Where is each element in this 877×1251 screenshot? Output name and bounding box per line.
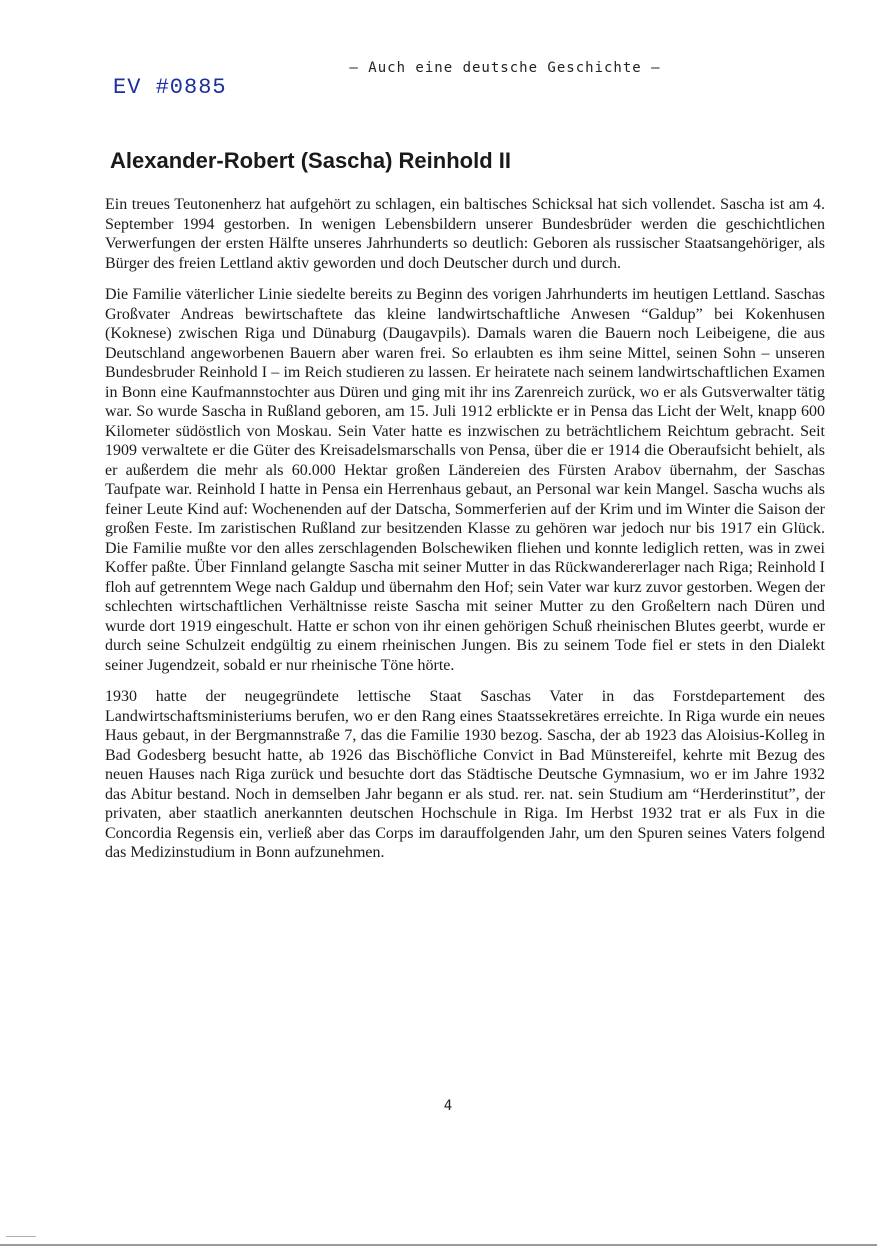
paragraph-2: Die Familie väterlicher Linie siedelte bereits zu Beginn des vorigen Jahrhunderts im heutigen Lettland. Saschas Großvater Andreas bewirtschaftete das kleine landwirtschaftliche Anwesen “Galdup” bei Kokenhusen (Koknese) zwischen Riga und Dünaburg (Daugavpils). Damals waren die Bauern noch Leibeigene, die aus Deutschland angeworbenen Bauern aber waren frei. So erlaubten es ihm seine Mittel, seinen Sohn – unseren Bundesbruder Reinhold I – im Reich studieren zu lassen. Er heiratete nach seinem landwirtschaftlichen Examen in Bonn eine Kaufmannstochter aus Düren und ging mit ihr ins Zarenreich zurück, wo er als Gutsverwalter tätig war. So wurde Sascha in Rußland geboren, am 15. Juli 1912 erblickte er in Pensa das Licht der Welt, knapp 600 Kilometer südöstlich von Moskau. Sein Vater hatte es inzwischen zu beträchtlichem Reichtum gebracht. Seit 1909 verwaltete er die Güter des Kreisadelsmarschalls von Pensa, über die er 1914 die Oberaufsicht behielt, als er außerdem die mehr als 60.000 Hektar großen Ländereien des Fürsten Arabov übernahm, der Saschas Taufpate war. Reinhold I hatte in Pensa ein Herrenhaus gebaut, an Personal war kein Mangel. Sascha wuchs als feiner Leute Kind auf: Wochenenden auf der Datscha, Sommerferien auf der Krim und im Winter die Saison der großen Feste. Im zaristischen Rußland zur besitzenden Klasse zu gehören war jedoch nur bis 1917 ein Glück. Die Familie mußte vor den alles zerschlagenden Bolschewiken fliehen und konnte lediglich retten, was in zwei Koffer paßte. Über Finnland gelangte Sascha mit seiner Mutter in das Rückwandererlager nach Riga; Reinhold I floh auf getrenntem Wege nach Galdup und übernahm den Hof; sein Vater war kurz zuvor gestorben. Wegen der schlechten wirtschaftlichen Verhältnisse reiste Sascha mit seiner Mutter zu den Großeltern nach Düren und wurde dort 1919 eingeschult. Hatte er schon von ihr einen gehörigen Schuß rheinischen Blutes geerbt, wurde er durch seine Schulzeit endgültig zu einem rheinischen Jungen. Bis zu seinem Tode fiel er stets in den Dialekt seiner Jugendzeit, sobald er nur rheinische Töne hörte. bbox=[105, 286, 825, 674]
archive-stamp: EV #0885 bbox=[113, 75, 227, 100]
article-body bbox=[105, 195, 825, 875]
scan-edge-mark bbox=[6, 1236, 36, 1237]
paragraph-1: Ein treues Teutonenherz hat aufgehört zu schlagen, ein baltisches Schicksal hat sich vollendet. Sascha ist am 4. September 1994 gestorben. In wenigen Lebensbildern unserer Bundesbrüder werden die geschichtlichen Verwerfungen der ersten Hälfte unseres Jahrhunderts so deutlich: Geboren als russischer Staatsangehöriger, als Bürger des freien Lettland aktiv geworden und doch Deutscher durch und durch. bbox=[105, 196, 825, 272]
paragraph-3: 1930 hatte der neugegründete lettische Staat Saschas Vater in das Forstdepartement des Landwirtschaftsministeriums berufen, wo er den Rang eines Staatssekretäres erreichte. In Riga wurde ein neues Haus gebaut, in der Bergmannstraße 7, das die Familie 1930 bezog. Sascha, der ab 1923 das Aloisius-Kolleg in Bad Godesberg besucht hatte, ab 1926 das Bischöfliche Convict in Bad Münstereifel, kehrte mit Bezug des neuen Hauses nach Riga zurück und besuchte dort das Städtische Deutsche Gymnasium, wo er im Jahre 1932 das Abitur bestand. Noch in demselben Jahr begann er als stud. rer. nat. sein Studium am “Herderinstitut”, der privaten, aber staatlich anerkannten deutschen Hochschule in Riga. Im Herbst 1932 trat er als Fux in die Concordia Regensis ein, verließ aber das Corps im darauffolgenden Jahr, um den Spuren seines Vaters folgend das Medizinstudium in Bonn aufzunehmen. bbox=[105, 688, 825, 861]
article-title: Alexander-Robert (Sascha) Reinhold II bbox=[110, 148, 511, 173]
running-head: – Auch eine deutsche Geschichte – bbox=[349, 60, 661, 76]
scan-bottom-edge bbox=[0, 1244, 877, 1246]
page-number: 4 bbox=[443, 1098, 453, 1114]
